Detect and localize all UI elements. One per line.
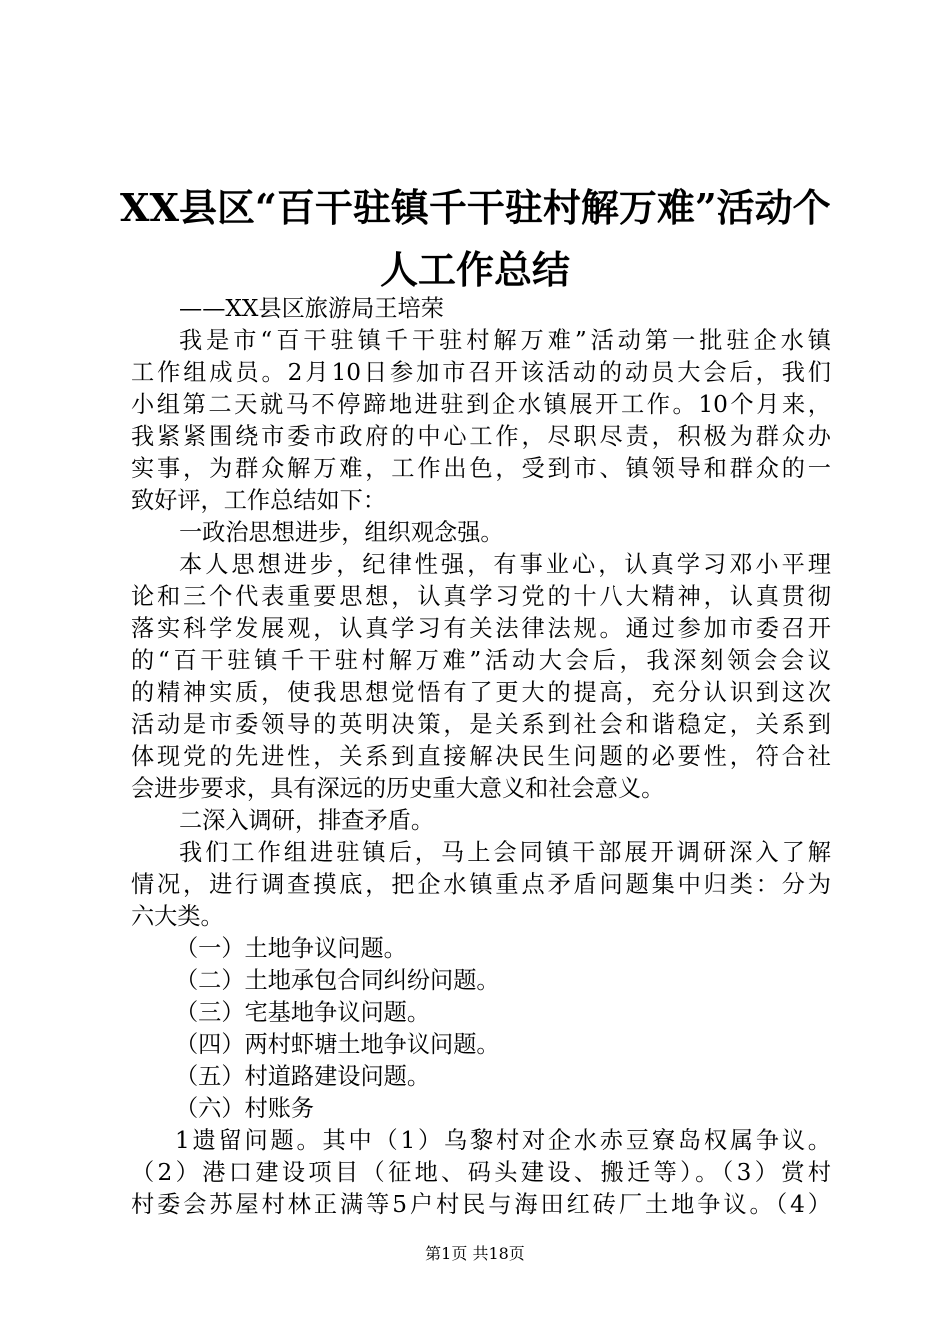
- paragraph-line: 情况，进行调查摸底，把企水镇重点矛盾问题集中归类：分为: [131, 871, 831, 898]
- list-item: （四）两村虾塘土地争议问题。: [175, 1031, 500, 1058]
- paragraph-line: 论和三个代表重要思想，认真学习党的十八大精神，认真贯彻: [131, 583, 831, 610]
- author-line: ——XX县区旅游局王培荣: [179, 295, 444, 322]
- list-item: （五）村道路建设问题。: [175, 1063, 431, 1090]
- list-item: （二）土地承包合同纠纷问题。: [175, 967, 500, 994]
- document-title-line-1: XX县区“百干驻镇千干驻村解万难”活动个: [120, 185, 831, 230]
- paragraph-line: 实事，为群众解万难，工作出色，受到市、镇领导和群众的一: [131, 455, 831, 482]
- paragraph-line: 的精神实质，使我思想觉悟有了更大的提高，充分认识到这次: [131, 679, 831, 706]
- list-item: （一）土地争议问题。: [175, 935, 407, 962]
- paragraph-line: 六大类。: [131, 903, 224, 930]
- section-heading: 二深入调研，排查矛盾。: [179, 807, 435, 834]
- paragraph-line: 我们工作组进驻镇后，马上会同镇干部展开调研深入了解: [179, 839, 831, 866]
- paragraph-line: 1遗留问题。其中（1）乌黎村对企水赤豆寮岛权属争议。: [175, 1127, 831, 1154]
- document-title-line-2: 人工作总结: [379, 247, 570, 292]
- list-item: （六）村账务: [175, 1095, 315, 1122]
- paragraph-line: （2）港口建设项目（征地、码头建设、搬迁等）。（3）赏村: [131, 1159, 831, 1186]
- paragraph-line: 的“百干驻镇千干驻村解万难”活动大会后，我深刻领会会议: [131, 647, 831, 674]
- paragraph-line: 小组第二天就马不停蹄地进驻到企水镇展开工作。10个月来，: [131, 391, 831, 418]
- paragraph-line: 我是市“百干驻镇千干驻村解万难”活动第一批驻企水镇: [179, 327, 831, 354]
- paragraph-line: 本人思想进步，纪律性强，有事业心，认真学习邓小平理: [179, 551, 831, 578]
- paragraph-line: 致好评，工作总结如下：: [131, 487, 387, 514]
- paragraph-line: 村委会苏屋村林正满等5户村民与海田红砖厂土地争议。（4）: [131, 1191, 831, 1218]
- paragraph-line: 体现党的先进性，关系到直接解决民生问题的必要性，符合社: [131, 743, 831, 770]
- paragraph-line: 工作组成员。2月10日参加市召开该活动的动员大会后，我们: [131, 359, 831, 386]
- section-heading: 一政治思想进步，组织观念强。: [179, 519, 504, 546]
- page-footer: 第1页 共18页: [425, 1244, 525, 1263]
- paragraph-line: 落实科学发展观，认真学习有关法律法规。通过参加市委召开: [131, 615, 831, 642]
- paragraph-line: 会进步要求，具有深远的历史重大意义和社会意义。: [131, 775, 665, 802]
- paragraph-line: 我紧紧围绕市委市政府的中心工作，尽职尽责，积极为群众办: [131, 423, 831, 450]
- list-item: （三）宅基地争议问题。: [175, 999, 431, 1026]
- paragraph-line: 活动是市委领导的英明决策，是关系到社会和谐稳定，关系到: [131, 711, 831, 738]
- document-body: [131, 293, 831, 1221]
